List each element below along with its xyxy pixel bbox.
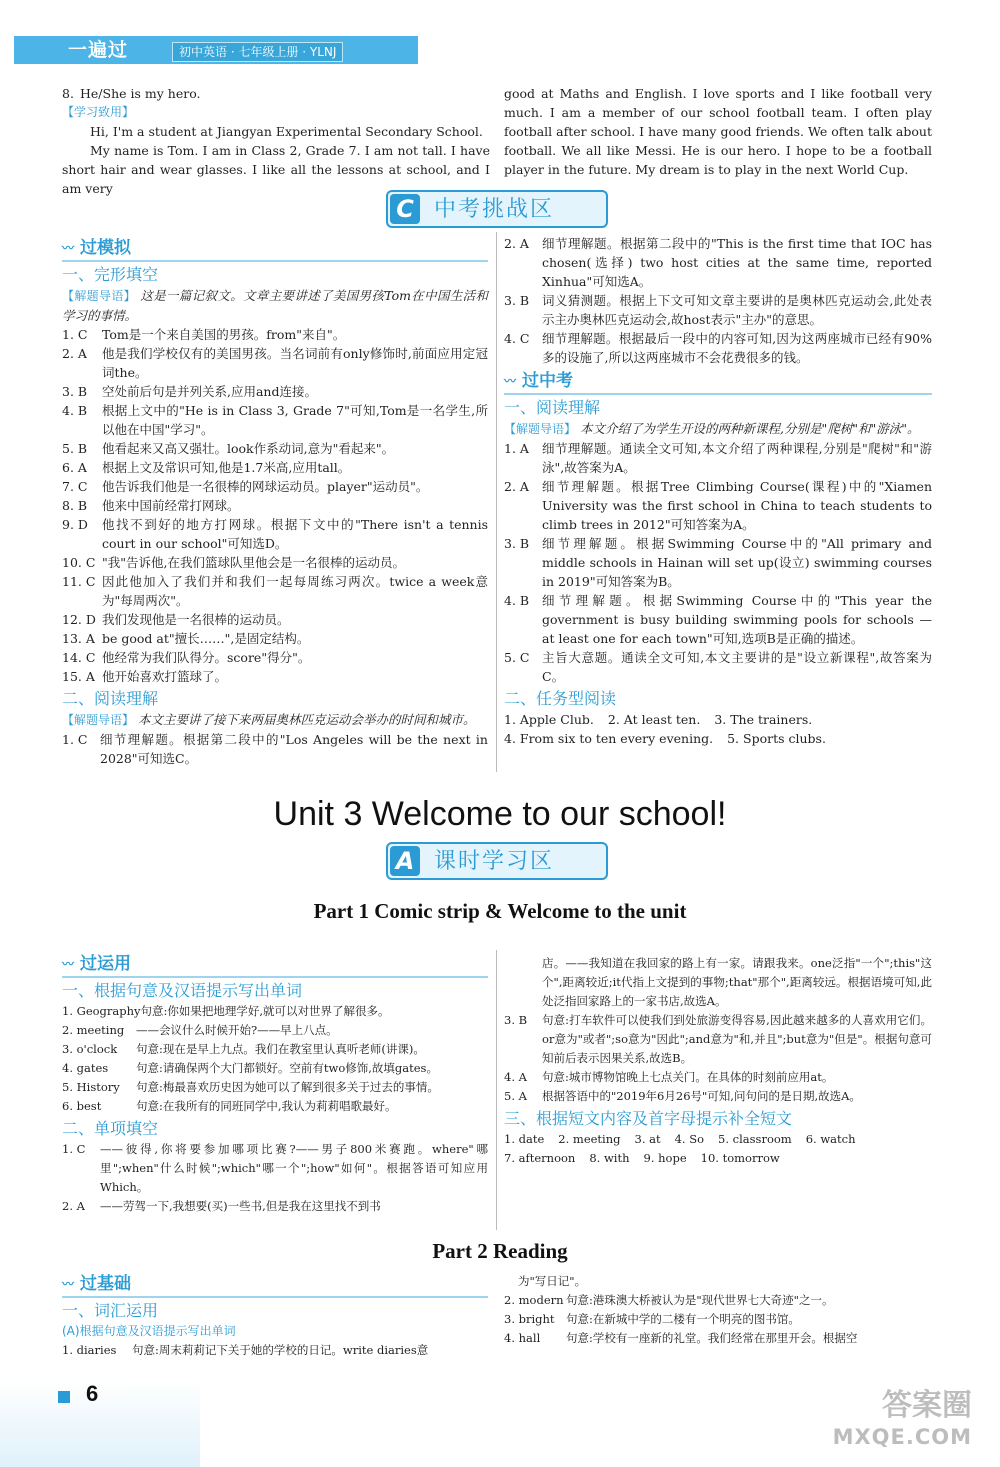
item-text: 细节理解题。根据Tree Climbing Course(课程)中的"Xiamen University was the first school in China to teach students to climb trees in 2012"可知答案为A。 [542,479,932,532]
section-banner-a [386,842,608,880]
page-number: 6 [86,1381,99,1406]
list-item [62,1197,488,1216]
paragraph: 为"写日记"。 [518,1274,587,1288]
item-text: 句意:在我所有的同班同学中,我认为莉莉唱歌最好。 [136,1099,397,1113]
subsection-title: 二、阅读理解 [62,689,159,708]
item-number: 1. A [504,441,529,456]
item-text: 他经常为我们队得分。score"得分"。 [102,650,311,665]
left-column [62,234,488,768]
item-text: 句意:请确保两个大门都锁好。空前有two修饰,故填gates。 [136,1061,438,1075]
item-number: 4. A [504,1070,527,1084]
answer: 2. At least ten. [607,712,701,727]
answer: 9. hope [643,1151,687,1165]
paragraph: Hi, I'm a student at Jiangyan Experimental Secondary School. [90,124,483,139]
item-number: 1. Geography [62,1004,141,1018]
lower-right-column [504,954,932,1168]
section-banner-c [386,190,608,228]
list-item [62,496,488,515]
list-item [62,629,488,648]
item-text: 空处前后句是并列关系,应用and连接。 [102,384,317,399]
wave-icon: 〰 [504,374,517,388]
item-number: 14. C [62,650,96,665]
list-item [62,439,488,458]
column-divider [496,232,497,772]
item-number: 6. best [62,1099,102,1113]
item-number: 4. B [504,593,530,608]
item-number: 9. D [62,517,88,532]
subsection-title: 三、根据短文内容及首字母提示补全短文 [504,1109,793,1128]
item-number: 7. C [62,479,88,494]
item-text: 句意:你如果把地理学好,就可以对世界了解很多。 [140,1004,390,1018]
banner-text: 课时学习区 [434,848,555,874]
book-logo: 一遍过 [68,39,129,61]
list-item [62,553,488,572]
item-number: 8. B [62,498,88,513]
list-item [62,1021,488,1040]
list-item [62,1002,488,1021]
item-text: 句意:学校有一座新的礼堂。我们经常在那里开会。根据空 [566,1331,858,1345]
list-item [62,477,488,496]
banner-letter: C [390,194,420,224]
list-item: 8. He/She is my hero. [62,86,201,101]
subsection-title: 二、任务型阅读 [504,689,617,708]
item-text: 细节理解题。根据最后一段中的内容可知,因为这两座城市已经有90%多的设施了,所以这两座城市不会花费很多的钱。 [542,331,932,365]
item-text: ——彼得,你将要参加哪项比赛?——男子800米赛跑。where"哪里";when"什么时候";which"哪一个";how"如何"。根据答语可知应用Which。 [100,1142,488,1194]
answer-list [504,1291,932,1348]
item-number: 1. C [62,327,88,342]
list-item [504,1291,932,1310]
right-column [504,234,932,748]
list-item [62,1040,488,1059]
item-number: 4. gates [62,1061,109,1075]
list-item [504,534,932,591]
guide-text: 【解题导语】 本文介绍了为学生开设的两种新课程,分别是"爬树"和"游泳"。 [504,421,920,436]
item-text: 根据上文中的"He is in Class 3, Grade 7"可知,Tom是一名学生,所以他在中国"学习"。 [102,403,488,437]
item-text: ——劳驾一下,我想要(买)一些书,但是我在这里找不到书 [100,1199,381,1213]
item-text: 因此他加入了我们并和我们一起每周练习两次。twice a week意为"每周两次"。 [102,574,488,608]
subsection-title: 一、阅读理解 [504,398,601,417]
paragraph: My name is Tom. I am in Class 2, Grade 7. I am not tall. I have short hair and wear glasses. I like all the lessons at school, and I am very [62,143,490,196]
item-number: 2. A [62,346,87,361]
item-text: 句意:港珠澳大桥被认为是"现代世界七大奇迹"之一。 [566,1293,834,1307]
item-text: 细节理解题。通读全文可知,本文介绍了两种课程,分别是"爬树"和"游泳",故答案为A。 [542,441,932,475]
part-title: Part 1 Comic strip & Welcome to the unit [313,899,687,923]
answer: 1. Apple Club. [504,712,594,727]
item-text: 句意:现在是早上九点。我们在教室里认真听老师(讲课)。 [136,1042,425,1056]
item-text: 细节理解题。根据Swimming Course中的"This year the government is busy building swimming pools for schools — at least one for each town"可知,选项B是正确的描述。 [542,593,932,646]
item-number: 4. B [62,403,88,418]
item-number: 3. B [504,293,530,308]
item-number: 13. A [62,631,95,646]
item-number: 2. meeting [62,1023,125,1037]
section-heading: 〰 过模拟 [62,236,488,262]
answer: 3. at [634,1132,661,1146]
item-number: 5. History [62,1080,120,1094]
wave-icon: 〰 [62,241,75,255]
item-text: 细节理解题。根据第二段中的"This is the first time that IOC has chosen(选择) two host cities at the same time, reported Xinhua"可知选A。 [542,236,932,289]
item-number: 2. A [504,479,529,494]
subsection-label: (A)根据句意及汉语提示写出单词 [62,1324,236,1338]
item-text: ——会议什么时候开始?——早上八点。 [136,1023,338,1037]
answer: 7. afternoon [504,1151,576,1165]
page-marker [58,1391,70,1403]
unit-title: Unit 3 Welcome to our school! [273,795,727,833]
banner-letter: A [390,846,420,876]
top-right-column [504,84,932,179]
list-item [504,1068,932,1087]
list-item [62,515,488,553]
answer: 6. watch [805,1132,856,1146]
paragraph: good at Maths and English. I love sports and I like football very much. I am a member of our school football team. I often play football after school. I have many good friends. We often talk about football. We all like Messi. He is our hero. I hope to be a football player in the future. My dream is to play in the next World Cup. [504,86,932,177]
book-subtitle: 初中英语 · 七年级上册 · YLNJ [172,42,343,62]
answer-list [504,439,932,686]
item-text: 细节理解题。根据Swimming Course中的"All primary and middle schools in Hainan will set up(设立) swimming courses in 2019"可知答案为B。 [542,536,932,589]
list-item [504,591,932,648]
list-item [504,291,932,329]
list-item [504,1011,932,1068]
answer: 4. From six to ten every evening. [504,731,714,746]
answer-list [504,1011,932,1106]
list-item [504,1087,932,1106]
item-number: 3. B [504,1013,528,1027]
top-left-column [62,84,490,198]
item-text: be good at"擅长……",是固定结构。 [102,631,310,646]
list-item [504,648,932,686]
answer-row [504,1130,932,1168]
section-heading: 〰 过运用 [62,952,488,978]
subsection-title: 二、单项填空 [62,1119,159,1138]
lower-left-column [62,950,488,1216]
list-item [62,1140,488,1197]
item-text: 他看起来又高又强壮。look作系动词,意为"看起来"。 [102,441,395,456]
item-text: 句意:梅最喜欢历史因为她可以了解到很多关于过去的事情。 [136,1080,439,1094]
guide-text: 【解题导语】 这是一篇记叙文。文章主要讲述了美国男孩Tom在中国生活和学习的事情。 [62,288,488,323]
list-item [504,1310,932,1329]
list-item: 1. diaries 句意:周末莉莉记下关于她的学校的日记。write diaries意 [62,1343,429,1357]
item-number: 15. A [62,669,95,684]
item-text: 他是我们学校仅有的美国男孩。当名词前有only修饰时,前面应用定冠词the。 [102,346,488,380]
list-item [504,1329,932,1348]
subsection-title: 一、完形填空 [62,265,159,284]
answer: 1. date [504,1132,545,1146]
item-text: 词义猜测题。根据上下文可知文章主要讲的是奥林匹克运动会,此处表示主办奥林匹克运动会,故host表示"主办"的意思。 [542,293,932,327]
item-text: 根据答语中的"2019年6月26号"可知,问句问的是日期,故选A。 [542,1089,861,1103]
item-number: 4. hall [504,1331,541,1345]
item-number: 3. B [504,536,530,551]
answer-list [504,234,932,367]
item-number: 6. A [62,460,87,475]
list-item [62,344,488,382]
item-number: 2. A [62,1199,85,1213]
item-text: 我们发现他是一名很棒的运动员。 [102,612,290,627]
answer: 10. tomorrow [700,1151,780,1165]
item-text: 句意:在新城中学的二楼有一个明亮的图书馆。 [566,1312,800,1326]
wave-icon: 〰 [62,1277,75,1291]
section-heading: 〰 过基础 [62,1272,488,1298]
item-text: 他来中国前经常打网球。 [102,498,240,513]
item-text: 他告诉我们他是一名很棒的网球运动员。player"运动员"。 [102,479,429,494]
item-number: 1. C [62,1142,86,1156]
answer: 3. The trainers. [714,712,813,727]
list-item: 1. C 细节理解题。根据第二段中的"Los Angeles will be the next in 2028"可知选C。 [62,732,488,766]
column-divider [496,950,497,1230]
item-text: "我"告诉他,在我们篮球队里他会是一名很棒的运动员。 [102,555,405,570]
list-item [62,458,488,477]
list-item [62,1097,488,1116]
item-text: 根据上文及常识可知,他是1.7米高,应用tall。 [102,460,351,475]
list-item [62,401,488,439]
subsection-title: 一、词汇运用 [62,1301,159,1320]
item-text: 他找不到好的地方打网球。根据下文中的"There isn't a tennis court in our school"可知选D。 [102,517,488,551]
list-item [62,667,488,686]
list-item [504,329,932,367]
item-number: 3. B [62,384,88,399]
bottom-right-column [504,1272,932,1348]
item-number: 2. A [504,236,529,251]
item-text: 句意:城市博物馆晚上七点关门。在具体的时刻前应用at。 [542,1070,834,1084]
item-text: 主旨大意题。通读全文可知,本文主要讲的是"设立新课程",故答案为C。 [542,650,932,684]
list-item [62,648,488,667]
list-item [504,439,932,477]
answer: 5. Sports clubs. [727,731,826,746]
bottom-left-column [62,1270,488,1360]
list-item [504,234,932,291]
item-number: 5. B [62,441,88,456]
part-title: Part 2 Reading [432,1239,568,1263]
answer-list [62,1002,488,1116]
list-item [62,325,488,344]
list-item [62,382,488,401]
item-text: 句意:打车软件可以使我们到处旅游变得容易,因此越来越多的人喜欢用它们。or意为"或者";so意为"因此";and意为"和,并且";but意为"但是"。根据句意可知前后表示因果关系,故选B。 [542,1013,932,1065]
item-text: Tom是一个来自美国的男孩。from"来自"。 [102,327,346,342]
answer: 2. meeting [558,1132,621,1146]
item-number: 2. modern [504,1293,564,1307]
watermark: 答案圈 MXQE.COM [832,1388,972,1449]
answer-row [504,710,932,748]
footer-strip [0,1380,200,1467]
list-item [62,1059,488,1078]
item-number: 10. C [62,555,96,570]
list-item [62,1078,488,1097]
wave-icon: 〰 [62,957,75,971]
item-text: 他开始喜欢打篮球了。 [102,669,228,684]
item-number: 4. C [504,331,530,346]
section-heading: 〰 过中考 [504,369,932,395]
subsection-title: 一、根据句意及汉语提示写出单词 [62,981,303,1000]
list-item [504,477,932,534]
list-item [62,572,488,610]
list-item [62,610,488,629]
item-number: 11. C [62,574,96,589]
answer: 5. classroom [718,1132,792,1146]
item-number: 5. C [504,650,530,665]
answer: 8. with [589,1151,630,1165]
answer-list [62,1140,488,1216]
item-number: 3. o'clock [62,1042,118,1056]
answer: 4. So [674,1132,705,1146]
guide-text: 【解题导语】 本文主要讲了接下来两届奥林匹克运动会举办的时间和城市。 [62,712,476,727]
item-number: 3. bright [504,1312,555,1326]
banner-text: 中考挑战区 [434,196,555,222]
answer-list [62,325,488,686]
section-tag: 【学习致用】 [62,105,135,119]
item-number: 12. D [62,612,96,627]
paragraph: 店。——我知道在我回家的路上有一家。请跟我来。one泛指"一个";this"这个",距离较近;it代指上文提到的事物;that"那个",距离较远。根据语境可知,此处泛指回家路上的一家书店,故选A。 [542,956,932,1008]
item-number: 5. A [504,1089,527,1103]
